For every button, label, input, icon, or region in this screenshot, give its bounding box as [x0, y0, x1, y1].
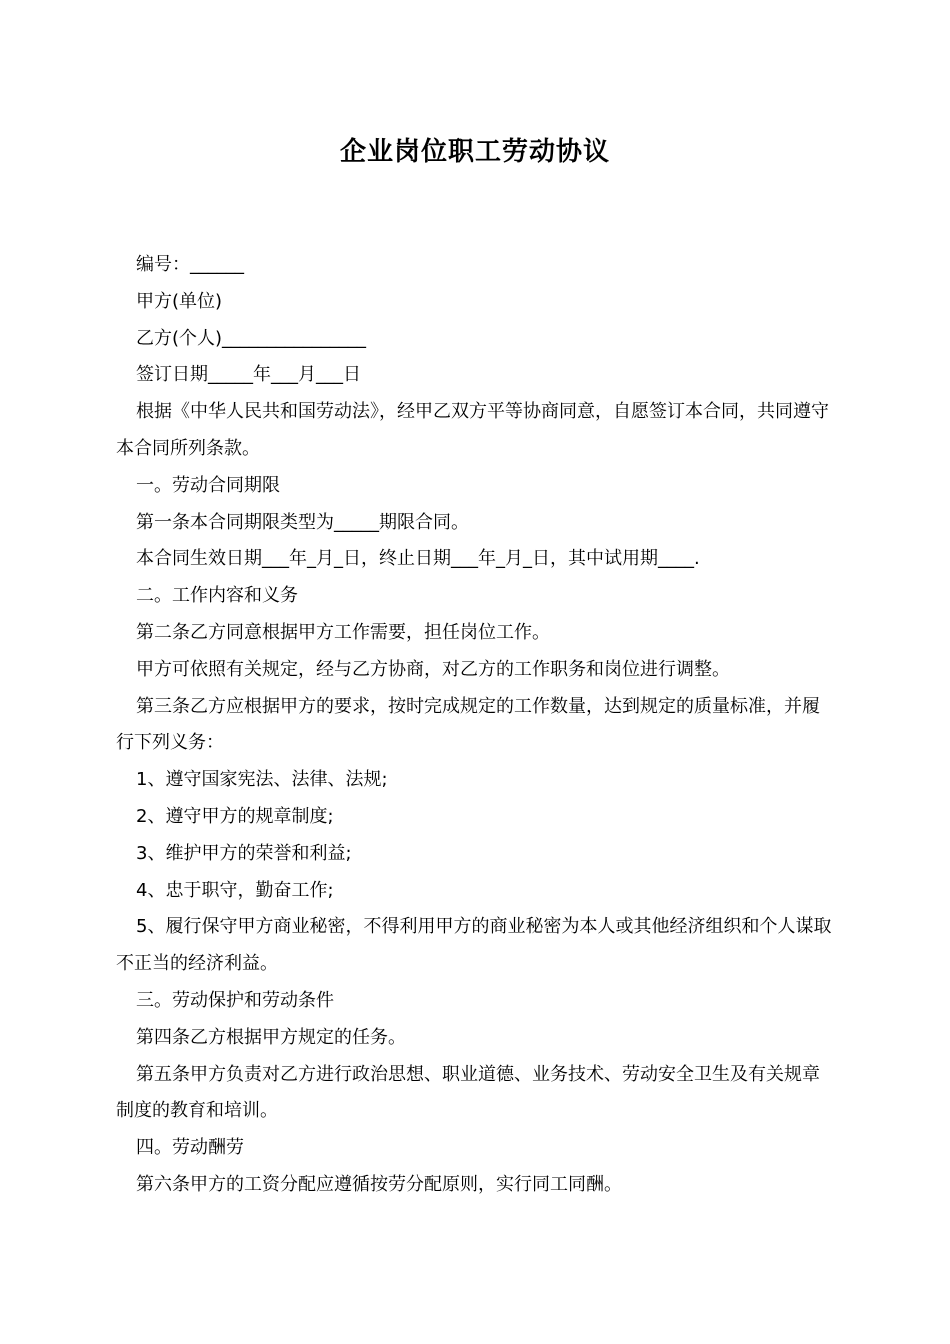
document-body — [116, 247, 836, 1204]
section-heading-duties: 二。工作内容和义务 — [136, 585, 298, 607]
paragraph-article-4: 第四条乙方根据甲方规定的任务。 — [136, 1026, 406, 1048]
list-item-duty-5: 5、履行保守甲方商业秘密，不得利用甲方的商业秘密为本人或其他经济组织和个人谋取不正当的经济利益。 — [116, 916, 832, 975]
paragraph-article-6: 第六条甲方的工资分配应遵循按劳分配原则，实行同工同酬。 — [136, 1173, 622, 1195]
section-heading-remuneration: 四。劳动酬劳 — [136, 1137, 244, 1159]
paragraph-contract-number: 编号：______ — [136, 254, 244, 275]
paragraph-party-a: 甲方(单位) — [136, 290, 223, 312]
paragraph-article-2: 第二条乙方同意根据甲方工作需要，担任岗位工作。 — [136, 621, 550, 643]
paragraph-party-b: 乙方(个人)________________ — [136, 327, 367, 349]
paragraph-article-1: 第一条本合同期限类型为_____期限合同。 — [136, 511, 469, 533]
paragraph-article-5: 第五条甲方负责对乙方进行政治思想、职业道德、业务技术、劳动安全卫生及有关规章制度的教育和培训。 — [116, 1063, 820, 1122]
list-item-duty-2: 2、遵守甲方的规章制度; — [136, 805, 334, 827]
list-item-duty-1: 1、遵守国家宪法、法律、法规; — [136, 769, 388, 791]
section-heading-term: 一。劳动合同期限 — [136, 474, 280, 496]
list-item-duty-4: 4、忠于职守，勤奋工作; — [136, 879, 334, 901]
paragraph-signing-date: 签订日期_____年___月___日 — [136, 364, 361, 386]
paragraph-adjustment: 甲方可依照有关规定，经与乙方协商，对乙方的工作职务和岗位进行调整。 — [136, 658, 730, 680]
paragraph-preamble: 根据《中华人民共和国劳动法》，经甲乙双方平等协商同意，自愿签订本合同，共同遵守本合同所列条款。 — [116, 401, 829, 459]
list-item-duty-3: 3、维护甲方的荣誉和利益; — [136, 842, 352, 864]
document-title: 企业岗位职工劳动协议 — [339, 137, 610, 167]
paragraph-effective-date: 本合同生效日期___年_月_日，终止日期___年_月_日，其中试用期____. — [136, 548, 700, 570]
section-heading-protection: 三。劳动保护和劳动条件 — [136, 989, 334, 1011]
paragraph-article-3: 第三条乙方应根据甲方的要求，按时完成规定的工作数量，达到规定的质量标准，并履行下列义务： — [116, 695, 820, 754]
